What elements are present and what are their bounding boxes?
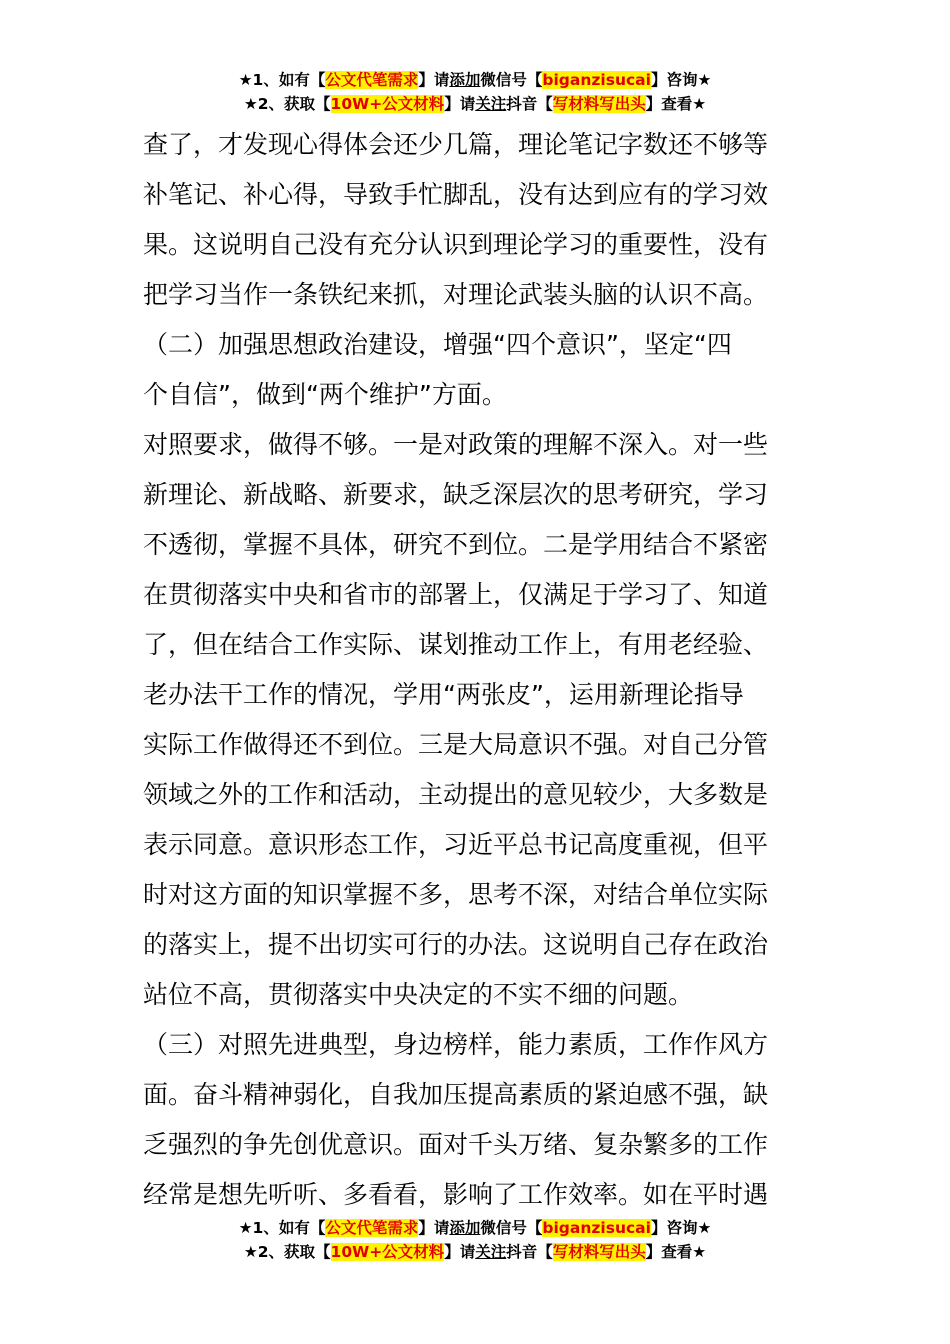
banner-line-1 [0,68,950,92]
banner-text: ★1、如有【 [238,1219,326,1237]
text-line: 对照要求，做得不够。一是对政策的理解不深入。对一些 [143,430,769,459]
banner-text: 】咨询★ [650,71,712,89]
text-line: 乏强烈的争先创优意识。面对千头万绪、复杂繁多的工作 [143,1130,769,1159]
banner-text: 】请 [444,95,476,113]
banner-underlined: 关注 [475,95,507,113]
banner-text: 】查看★ [645,1243,707,1261]
text-line: 经常是想先听听、多看看，影响了工作效率。如在平时遇 [143,1180,769,1209]
footer-banner [0,1216,950,1264]
banner-underlined: 添加 [449,1219,481,1237]
banner-text: 】请 [444,1243,476,1261]
banner-highlight: 写材料写出头 [552,95,646,113]
banner-text: 抖音【 [506,1243,553,1261]
banner-text: 】请 [418,71,450,89]
text-line: 领域之外的工作和活动，主动提出的意见较少，大多数是 [143,780,769,809]
text-line: 站位不高，贯彻落实中央决定的不实不细的问题。 [143,980,694,1009]
banner-text: 】请 [418,1219,450,1237]
text-line: 不透彻，掌握不具体，研究不到位。二是学用结合不紧密 [143,530,769,559]
banner-highlight: 10W+公文材料 [330,95,445,113]
banner-line-1 [0,1216,950,1240]
banner-highlight: 公文代笔需求 [325,1219,419,1237]
banner-text: ★2、获取【 [243,1243,331,1261]
banner-highlight: biganzisucai [542,71,651,89]
text-line: 了，但在结合工作实际、谋划推动工作上，有用老经验、 [143,630,769,659]
text-line: 老办法干工作的情况，学用“两张皮”，运用新理论指导 [143,680,744,709]
text-line: 的落实上，提不出切实可行的办法。这说明自己存在政治 [143,930,769,959]
banner-line-2 [0,1240,950,1264]
text-line: 在贯彻落实中央和省市的部署上，仅满足于学习了、知道 [143,580,769,609]
banner-underlined: 添加 [449,71,481,89]
text-line: 补笔记、补心得，导致手忙脚乱，没有达到应有的学习效 [143,180,769,209]
banner-text: 微信号【 [480,71,543,89]
header-banner [0,68,950,116]
banner-text: 】查看★ [645,95,707,113]
banner-underlined: 关注 [475,1243,507,1261]
banner-text: ★1、如有【 [238,71,326,89]
section-heading-line: 个自信”，做到“两个维护”方面。 [143,380,507,409]
section-heading-line: （二）加强思想政治建设，增强“四个意识”，坚定“四 [143,330,732,359]
banner-highlight: 公文代笔需求 [325,71,419,89]
banner-highlight: 10W+公文材料 [330,1243,445,1261]
banner-text: 微信号【 [480,1219,543,1237]
section-heading-line: （三）对照先进典型，身边榜样，能力素质，工作作风方 [143,1030,769,1059]
text-line: 时对这方面的知识掌握不多，思考不深，对结合单位实际 [143,880,769,909]
banner-text: 抖音【 [506,95,553,113]
banner-line-2 [0,92,950,116]
text-line: 表示同意。意识形态工作，习近平总书记高度重视，但平 [143,830,769,859]
text-line: 果。这说明自己没有充分认识到理论学习的重要性，没有 [143,230,769,259]
text-line: 把学习当作一条铁纪来抓，对理论武装头脑的认识不高。 [143,280,769,309]
banner-text: 】咨询★ [650,1219,712,1237]
text-line: 实际工作做得还不到位。三是大局意识不强。对自己分管 [143,730,769,759]
banner-text: ★2、获取【 [243,95,331,113]
document-body [143,120,813,1220]
text-line: 面。奋斗精神弱化，自我加压提高素质的紧迫感不强，缺 [143,1080,769,1109]
banner-highlight: 写材料写出头 [552,1243,646,1261]
text-line: 查了，才发现心得体会还少几篇，理论笔记字数还不够等 [143,130,769,159]
banner-highlight: biganzisucai [542,1219,651,1237]
text-line: 新理论、新战略、新要求，缺乏深层次的思考研究，学习 [143,480,769,509]
